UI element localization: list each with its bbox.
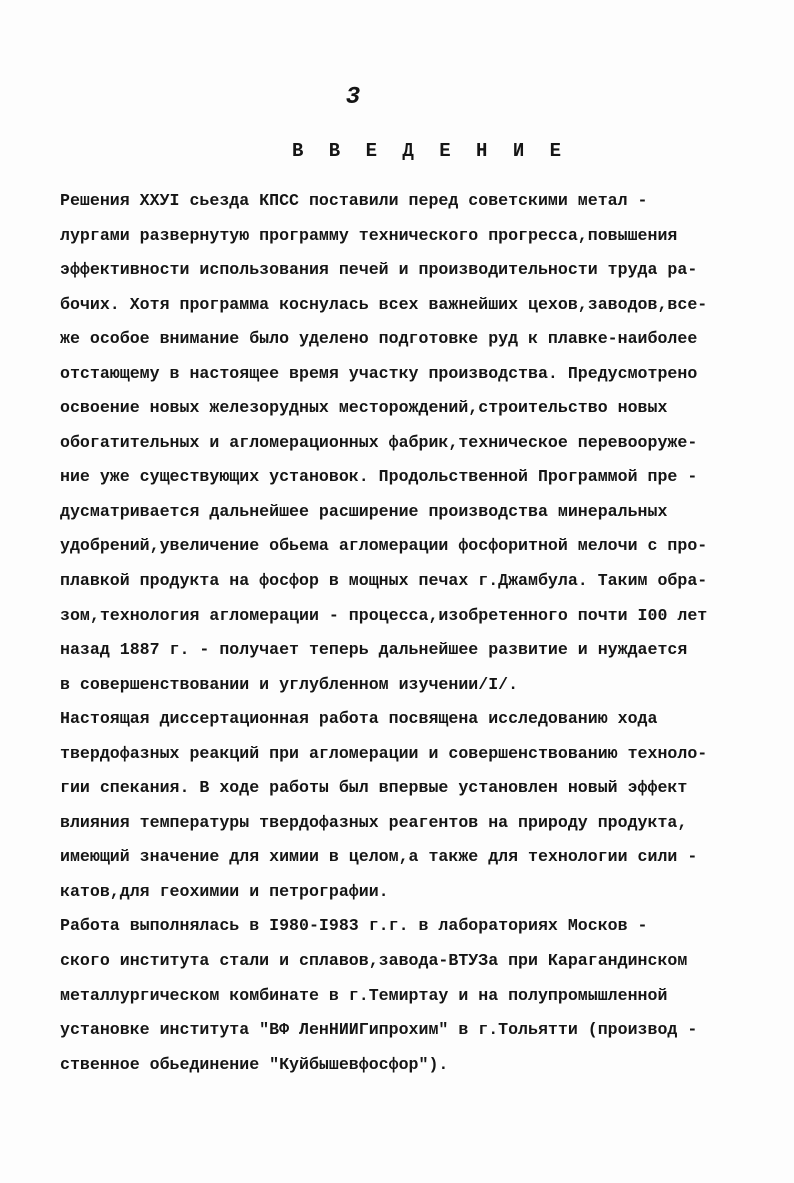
text-line: в совершенствовании и углубленном изучении/I/. bbox=[60, 674, 519, 694]
body-text bbox=[60, 184, 750, 1082]
text-line: влияния температуры твердофазных реагентов на природу продукта, bbox=[60, 812, 688, 832]
text-line: отстающему в настоящее время участку производства. Предусмотрено bbox=[60, 363, 698, 383]
text-line: дусматривается дальнейшее расширение производства минеральных bbox=[60, 501, 668, 521]
text-line: эффективности использования печей и производительности труда ра- bbox=[60, 260, 698, 280]
text-line: освоение новых железорудных месторождений,строительство новых bbox=[60, 398, 668, 418]
text-line: зом,технология агломерации - процесса,изобретенного почти I00 лет bbox=[60, 605, 708, 625]
text-line: ние уже существующих установок. Продольственной Программой пре - bbox=[60, 467, 698, 487]
text-line: обогатительных и агломерационных фабрик,техническое перевооруже- bbox=[60, 432, 698, 452]
text-line: катов,для геохимии и петрографии. bbox=[60, 881, 389, 901]
text-line: же особое внимание было уделено подготовке руд к плавке-наиболее bbox=[60, 329, 698, 349]
text-line: Настоящая диссертационная работа посвящена исследованию хода bbox=[60, 709, 658, 729]
text-line: бочих. Хотя программа коснулась всех важнейших цехов,заводов,все- bbox=[60, 294, 708, 314]
text-line: лургами развернутую программу технического прогресса,повышения bbox=[60, 225, 678, 245]
text-line: твердофазных реакций при агломерации и совершенствованию техноло- bbox=[60, 743, 708, 763]
text-line: Работа выполнялась в I980-I983 г.г. в лабораториях Москов - bbox=[60, 916, 648, 936]
text-line: назад 1887 г. - получает теперь дальнейшее развитие и нуждается bbox=[60, 640, 688, 660]
text-line: имеющий значение для химии в целом,а также для технологии сили - bbox=[60, 847, 698, 867]
text-line: Решения XXУI сьезда КПСС поставили перед советскими метал - bbox=[60, 191, 648, 210]
text-line: ского института стали и сплавов,завода-ВТУЗа при Карагандинском bbox=[60, 951, 688, 971]
text-line: гии спекания. В ходе работы был впервые установлен новый эффект bbox=[60, 778, 688, 798]
text-line: ственное обьединение "Куйбышевфосфор"). bbox=[60, 1054, 449, 1074]
section-heading: В В Е Д Е Н И Е bbox=[292, 140, 569, 162]
text-line: установке института "ВФ ЛенНИИГипрохим" в г.Тольятти (производ - bbox=[60, 1020, 698, 1040]
page-number: 3 bbox=[345, 84, 361, 111]
text-line: металлургическом комбинате в г.Темиртау и на полупромышленной bbox=[60, 985, 668, 1005]
text-line: удобрений,увеличение обьема агломерации фосфоритной мелочи с про- bbox=[60, 536, 708, 556]
text-line: плавкой продукта на фосфор в мощных печах г.Джамбула. Таким обра- bbox=[60, 571, 708, 591]
